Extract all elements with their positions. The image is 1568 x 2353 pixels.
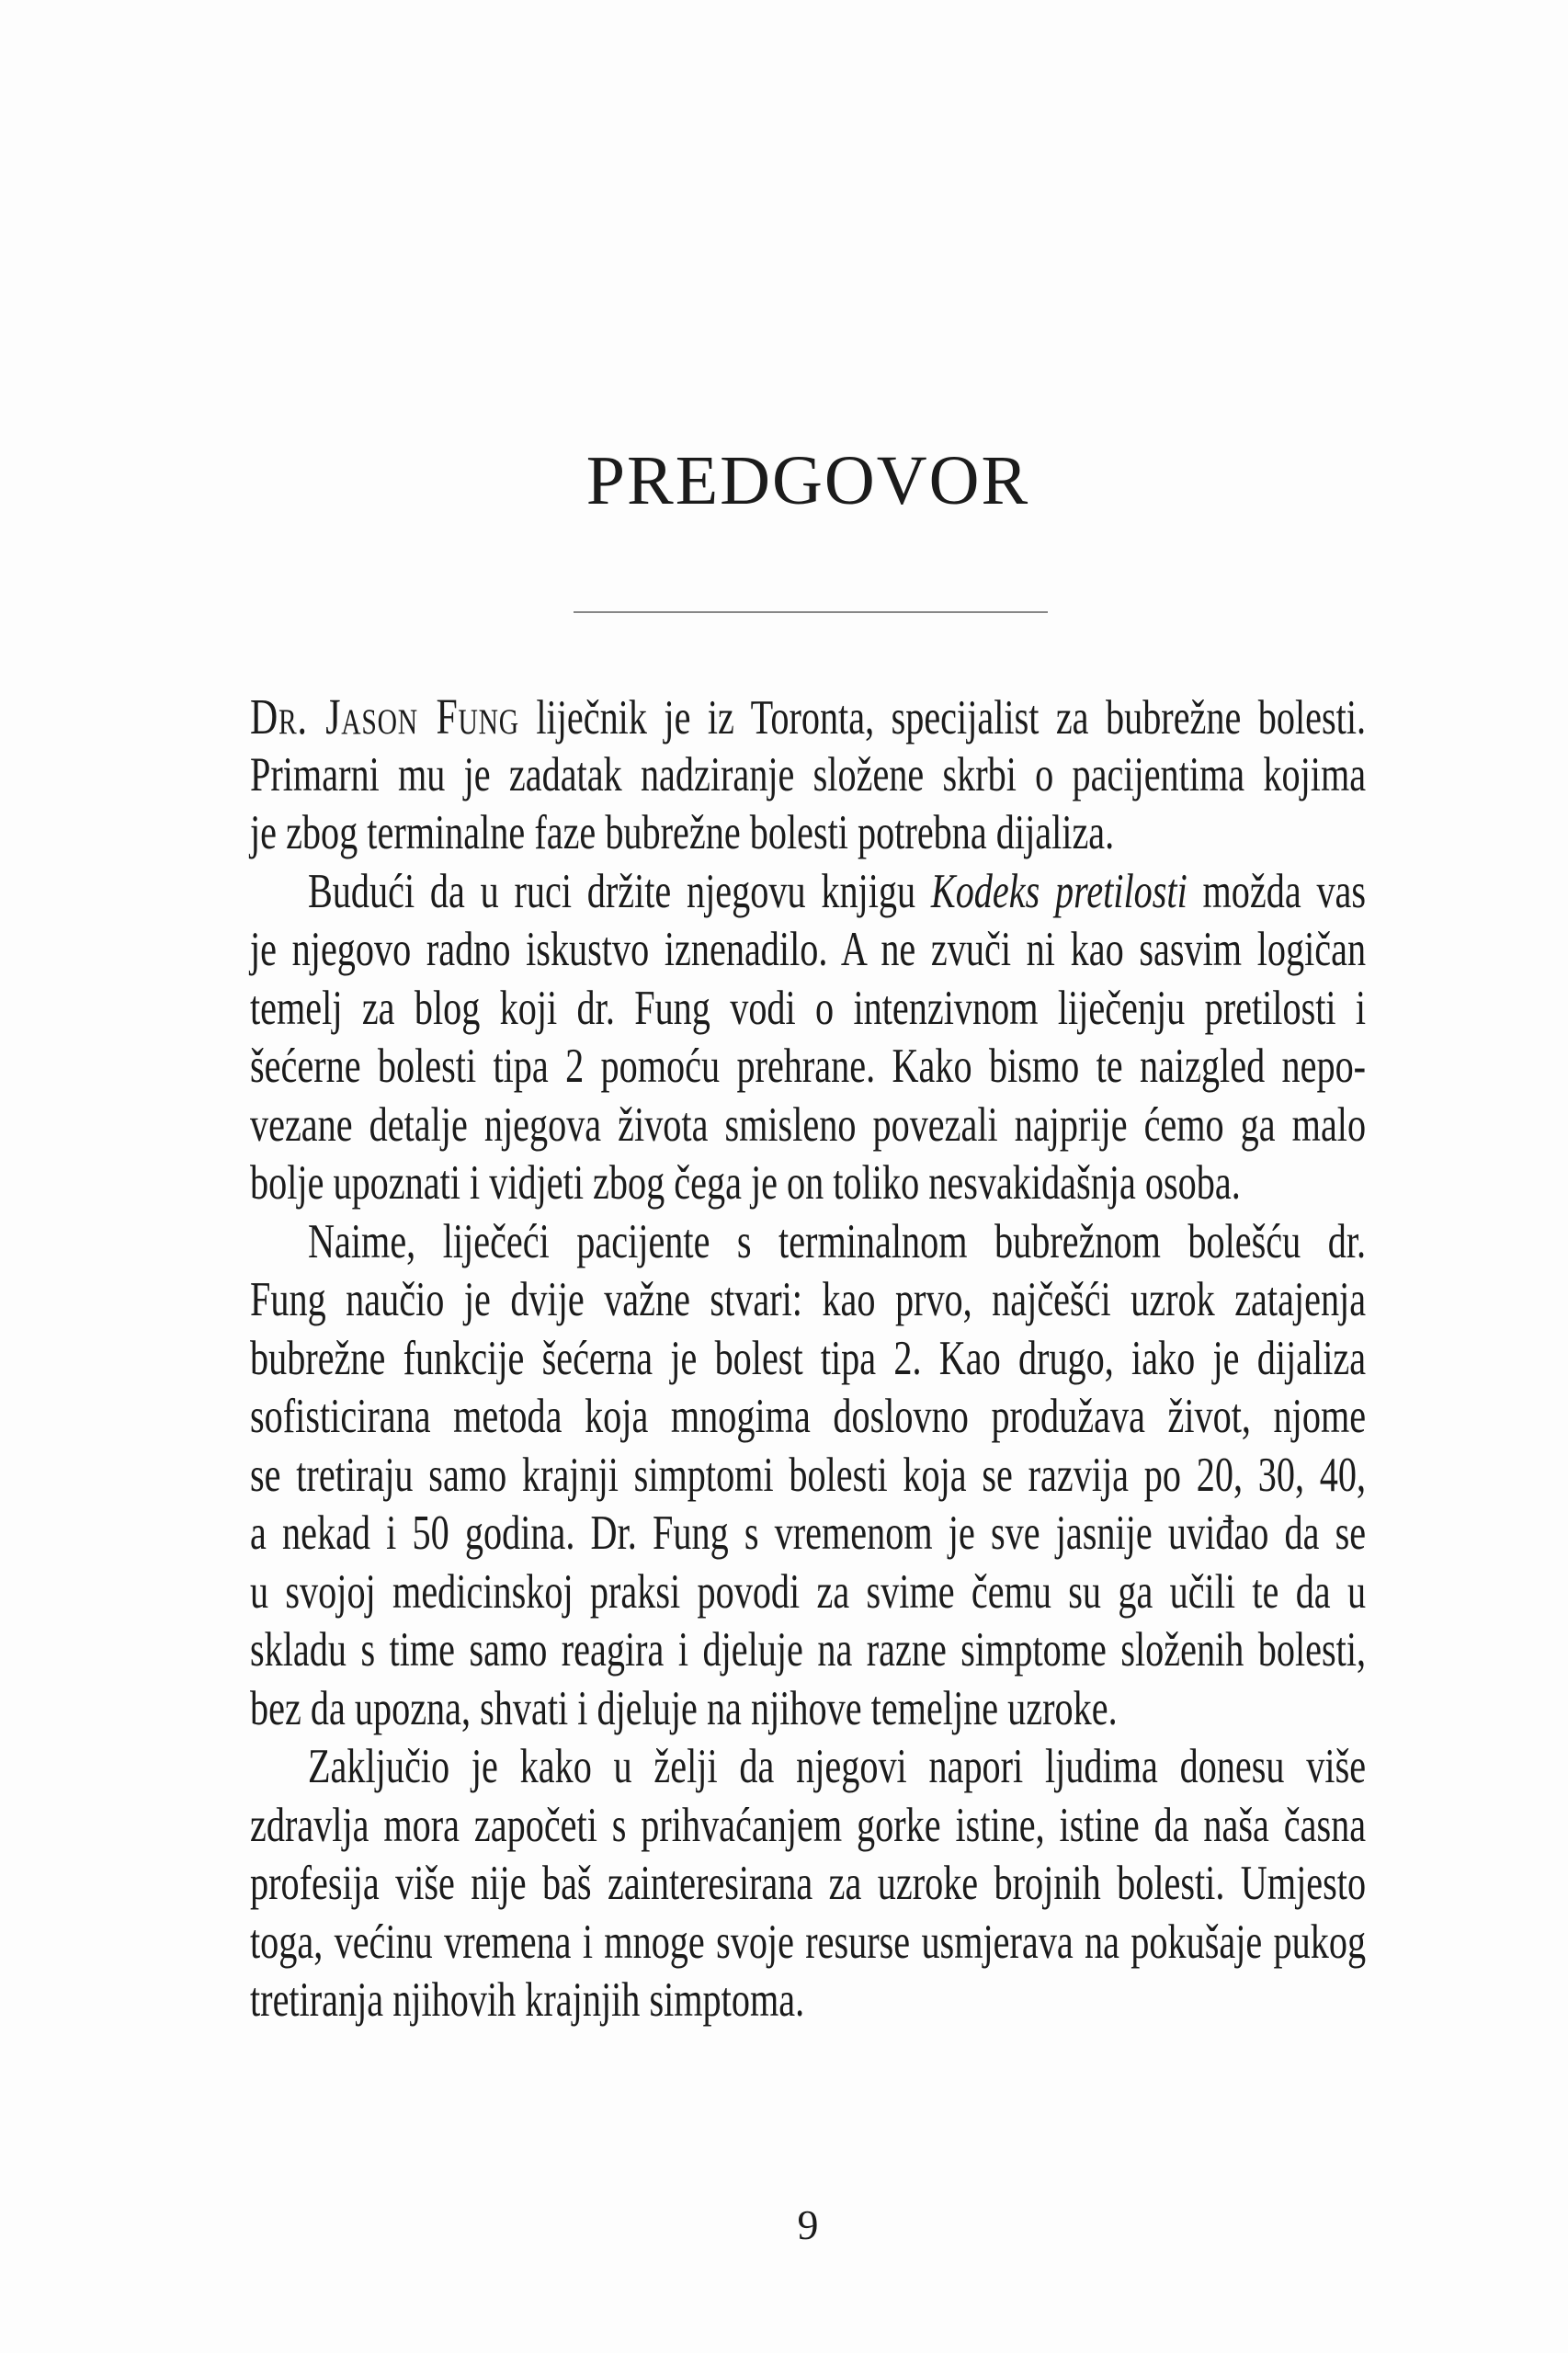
- text-line: [250, 1621, 1366, 1680]
- text-segment: bolje upoznati i vidjeti zbog čega je on toliko nesvakidašnja osoba.: [250, 1156, 1241, 1210]
- text-segment: a nekad i 50 godina. Dr. Fung s vremenom je sve jasnije uviđao da se: [250, 1506, 1367, 1560]
- text-segment: se tretiraju samo krajnji simptomi bolesti koja se razvija po 20, 30, 40,: [250, 1448, 1367, 1502]
- text-segment: Fung naučio je dvije važne stvari: kao prvo, najčešći uzrok zatajenja: [250, 1273, 1367, 1326]
- text-segment: sofisticirana metoda koja mnogima doslovno produžava život, njome: [250, 1390, 1367, 1443]
- book-title-italic: Kodeks pretilosti: [930, 864, 1187, 918]
- text-segment: liječnik je iz Toronta, specijalist za bubrežne bolesti.: [518, 691, 1367, 745]
- text-line: [250, 1271, 1366, 1330]
- text-line: [250, 1855, 1366, 1914]
- text-line: [250, 1680, 1366, 1739]
- text-segment: Primarni mu je zadatak nadziranje složene skrbi o pacijentima kojima: [250, 747, 1367, 801]
- text-line: [250, 1154, 1366, 1213]
- text-segment: vezane detalje njegova života smisleno povezali najprije ćemo ga malo: [250, 1097, 1367, 1152]
- text-line: [250, 804, 1366, 863]
- text-line: [250, 1213, 1366, 1272]
- lead-smallcaps: Dr. Jason Fung: [250, 688, 519, 745]
- text-segment: u svojoj medicinskoj praksi povodi za svime čemu su ga učili te da u: [250, 1564, 1367, 1619]
- text-segment: temelj za blog koji dr. Fung vodi o intenzivnom liječenju pretilosti i: [250, 981, 1367, 1035]
- text-line: [250, 1797, 1366, 1856]
- text-segment: skladu s time samo reagira i djeluje na razne simptome složenih bolesti,: [250, 1623, 1367, 1677]
- text-line: [250, 980, 1366, 1039]
- text-segment: toga, većinu vremena i mnoge svoje resurse usmjerava na pokušaje pukog: [250, 1915, 1367, 1969]
- text-line: [250, 1097, 1366, 1155]
- text-segment: bubrežne funkcije šećerna je bolest tipa 2. Kao drugo, iako je dijaliza: [250, 1331, 1367, 1385]
- text-line: [250, 746, 1366, 805]
- text-line: [250, 688, 1366, 746]
- text-line: [250, 1505, 1366, 1563]
- text-line: [250, 1330, 1366, 1389]
- text-line: [250, 1388, 1366, 1447]
- text-line: [250, 921, 1366, 980]
- text-line: [250, 863, 1366, 922]
- text-line: [250, 1914, 1366, 1972]
- text-segment: zdravlja mora započeti s prihvaćanjem gorke istine, istine da naša časna: [250, 1798, 1367, 1852]
- page-number: 9: [797, 2201, 819, 2248]
- title-divider-rule: [574, 611, 1048, 613]
- text-segment: Naime, liječeći pacijente s terminalnom bubrežnom bolešću dr.: [307, 1214, 1367, 1268]
- text-line: [250, 1738, 1366, 1797]
- text-line: [250, 1972, 1366, 2030]
- text-segment: je zbog terminalne faze bubrežne bolesti potrebna dijaliza.: [250, 806, 1115, 859]
- text-line: [250, 1447, 1366, 1506]
- body-text: [250, 688, 1366, 2030]
- text-line: [250, 1038, 1366, 1097]
- text-segment: tretiranja njihovih krajnjih simptoma.: [250, 1973, 805, 2027]
- text-segment: je njegovo radno iskustvo iznenadilo. A ne zvuči ni kao sasvim logičan: [250, 923, 1367, 976]
- text-segment: Budući da u ruci držite njegovu knjigu: [307, 864, 931, 918]
- text-segment: Zaključio je kako u želji da njegovi napori ljudima donesu više: [307, 1740, 1367, 1793]
- text-line: [250, 1563, 1366, 1622]
- text-segment: šećerne bolesti tipa 2 pomoću prehrane. Kako bismo te naizgled nepo-: [250, 1040, 1367, 1093]
- text-segment: bez da upozna, shvati i djeluje na njihove temeljne uzroke.: [250, 1681, 1118, 1735]
- chapter-title: PREDGOVOR: [585, 442, 1030, 519]
- text-segment: profesija više nije baš zainteresirana za uzroke brojnih bolesti. Umjesto: [250, 1857, 1367, 1910]
- text-segment: možda vas: [1187, 864, 1367, 918]
